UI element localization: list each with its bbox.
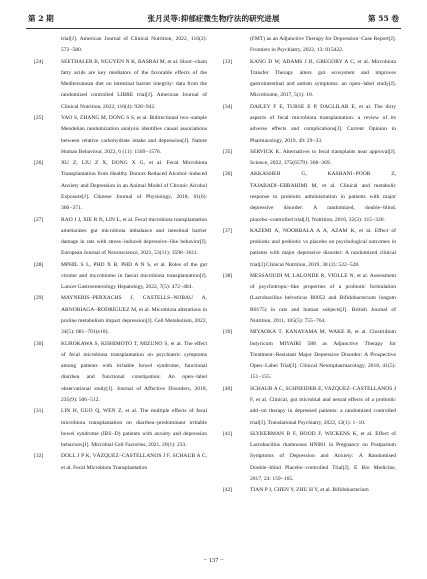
reference-text: SCHAUB A C, SCHNEIDER E, VAZQUEZ−CASTELLANOS J F, et al. Clinical, gut microbial and neural effects of a probiotic add−on therapy in depressed patients: a randomized controlled trial[J]. Translational Psychiatry, 2022, 12(1): 1−10. [250, 385, 396, 426]
reference-number: [31] [34, 408, 44, 415]
reference-entry [223, 384, 396, 429]
reference-text: YAO S, ZHANG M, DONG S S, et al. Bidirectional two−sample Mendelian randomization analysis identifies causal associations between relative carbohydrate intake and depression[J]. Nature Human Behaviour, 2022, 6 (11): 1569−1576. [61, 114, 207, 155]
reference-entry [34, 113, 207, 158]
reference-text: SEETHALER B, NGUYEN N K, BASRAI M, et al. Short−chain fatty acids are key mediators of the favorable effects of the Mediterranean diet on intestinal barrier integrity: data from the randomized controlled LIBRE trial[J]. American Journal of Clinical Nutrition, 2022, 116(4): 928−942. [61, 58, 207, 110]
reference-text: RAO J J, XIE R N, LIN L, et al. Fecal microbiota transplantation ameliorates gut microbiota imbalance and intestinal barrier damage in rats with stress−induced depressive−like behavior[J]. European Journal of Neuroscience, 2021, 53(11): 3598−3611. [61, 216, 207, 257]
reference-entry [223, 102, 396, 147]
reference-text: SLYKERMAN R F, HOOD F, WICKENS K, et al. Effect of Lactobacillus rhamnosus HN001 in Pregnancy on Postpartum Symptoms of Depression and Anxiety: A Randomised Double−blind Placebo−controlled Trial[J]. E Bio Medicine, 2017, 24: 159−165. [250, 430, 396, 482]
running-header [26, 13, 401, 27]
running-title: 张月灵等:抑郁症微生物疗法的研究进展 [147, 14, 280, 23]
reference-number: [27] [34, 216, 44, 223]
reference-text: DAILEY F E, TURSE E P, DAGLILAR E, et al. The dirty aspects of fecal microbiota transplantation: a review of its adverse effects and complications[J]. Current Opinion in Pharmacology, 2019, 49: 29−33. [250, 103, 396, 144]
reference-number: [28] [34, 261, 44, 268]
reference-number: [38] [223, 272, 233, 279]
reference-entry [223, 429, 396, 485]
page-number: − 137 − [203, 557, 224, 564]
reference-entry [223, 226, 396, 271]
reference-number: [40] [223, 385, 233, 392]
reference-number: [34] [223, 103, 233, 110]
reference-text: SERVICK K. Alternatives to fecal transplants near approval[J]. Science, 2022, 375(6579): 368−369. [250, 148, 396, 167]
reference-number: [35] [223, 148, 233, 155]
reference-number: [32] [34, 453, 44, 460]
reference-entry [34, 293, 207, 338]
reference-text: KAZEMI A, NOORBALA A A, AZAM K, et al. Effect of probiotic and prebiotic vs placebo on psychological outcomes in patients with major depressive disorder: A randomized clinical trial[J].Clinical Nutrition, 2019, 38 (2): 522−528. [250, 227, 396, 268]
left-column [34, 34, 207, 474]
reference-entry [34, 406, 207, 451]
header-rule [26, 28, 401, 29]
reference-text: DOLL J P K, VÁZQUEZ−CASTELLANOS J F, SCHAUB A C, et al. Fecal Microbiota Transplantation [61, 453, 207, 471]
reference-entry [223, 169, 396, 225]
reference-number: [39] [223, 329, 233, 336]
reference-text: MIYAOKA T, KANAYAMA M, WAKE R, et al. Clostridium butyricum MIYAIRI 588 as Adjunctive Therapy for Treatment−Resistant Major Depressive Disorder: A Prospective Open−Label Trial[J]. Clinical Neuropharmacology, 2018, 41(5): 151−155. [250, 329, 396, 381]
reference-text: KUROKAWA S, KISHIMOTO T, MIZUNO S, et al. The effect of fecal microbiota transplantation on psychiatric symptoms among patients with irritable bowel syndrome, functional diarrhea and functional constipation: An open−label observational study[J]. Journal of Affective Disorders, 2018, 235(9): 506−512. [61, 340, 207, 403]
reference-number: [29] [34, 295, 44, 302]
reference-entry [34, 57, 207, 113]
reference-entry [223, 271, 396, 327]
reference-text: MPHIL S L, PHD X B, PHD A N S, et al. Roles of the gut virome and mycobiome in faecal microbiota transplantation[J]. Lancet Gastroenterology Hepatology, 2022, 7(5): 472−484. [61, 261, 207, 291]
reference-entry [223, 147, 396, 170]
reference-text: XU Z, LIU Z X, DONG X G, et al. Fecal Microbiota Transplantation from Healthy Donors Reduced Alcohol−induced Anxiety and Depression in an Animal Model of Chronic Alcohol Exposure[J]. Chinese Journal of Physiology, 2018, 61(6): 360−371. [61, 160, 207, 212]
reference-number: [33] [223, 58, 233, 65]
reference-text: TIAN P J, CHEN Y, ZHU H Y, et al. Bifidobacterium [250, 487, 369, 494]
reference-entry [34, 451, 207, 474]
reference-continuation: trial[J]. American Journal of Clinical Nutrition, 2022, 116(2): 572−580. [61, 36, 207, 54]
reference-text: MAYNERIS−PERXACHS J, CASTELLS−NOBAU A, ARNORIAGA−RODRÍGUEZ M, et al. Microbiota alterations in proline metabolism impact depression[J]. Cell Metabolism, 2022, 34(5): 681−701(e10). [61, 295, 207, 336]
reference-text: AKKASHEH G, KASHANI−POOR Z, TAJABADI−EBRAHIMI M, et al. Clinical and metabolic response to probiotic administration in patients with major depressive disorder: A randomized, double−blind, placebo−controlled trial[J]. Nutrition, 2016, 32(3): 315−320. [250, 171, 396, 223]
reference-number: [37] [223, 227, 233, 234]
reference-text: LIN H, GUO Q, WEN Z, et al. The multiple effects of fecal microbiota transplantation on diarrhea−predominant irritable bowel syndrome (IBS−D) patients with anxiety and depression behaviors[J]. Microbial Cell Factories, 2021, 20(1): 233. [61, 408, 207, 449]
right-column [223, 34, 396, 497]
reference-number: [36] [223, 171, 233, 178]
reference-number: [25] [34, 114, 44, 121]
reference-entry [34, 215, 207, 260]
reference-continuation: (FMT) as an Adjunctive Therapy for Depression−Case Report[J]. Frontiers in Psychiatry, 2022, 13: 815422. [250, 36, 396, 54]
volume-number: 第 55 卷 [367, 14, 399, 23]
reference-number: [41] [223, 430, 233, 437]
reference-text: KANG D W, ADAMS J B, GREGORY A C, et al. Microbiota Transfer Therapy alters gut ecosystem and improves gastrointestinal and autism symptoms: an open−label study[J]. Microbiome, 2017, 5(1): 10. [250, 58, 396, 99]
reference-entry [34, 260, 207, 294]
reference-entry [223, 57, 396, 102]
reference-number: [24] [34, 58, 44, 65]
reference-number: [26] [34, 160, 44, 167]
reference-number: [30] [34, 340, 44, 347]
reference-number: [42] [223, 487, 233, 494]
reference-text: MESSAOUDI M, LALONDE R, VIOLLE N, et al. Assessment of psychotropic−like properties of a probiotic formulation (Lactobacillus helveticus R0052 and Bifidobacterium longum R0175) in rats and human subjects[J]. British Journal of Nutrition, 2011, 105(5): 755−764. [250, 272, 396, 325]
issue-number: 第 2 期 [28, 14, 54, 23]
reference-entry [34, 158, 207, 214]
reference-entry [223, 327, 396, 383]
reference-entry [34, 339, 207, 407]
reference-entry [223, 485, 396, 496]
